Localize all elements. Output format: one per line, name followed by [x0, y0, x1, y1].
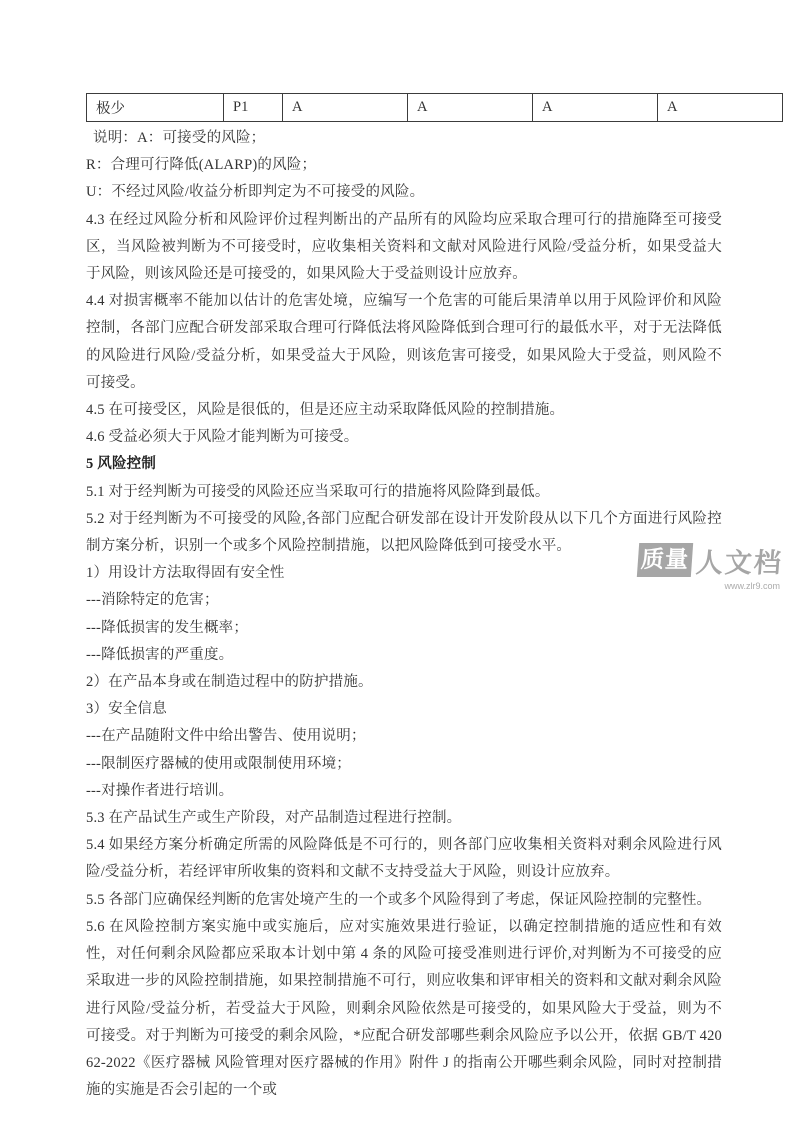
paragraph: 3）安全信息 [86, 701, 167, 718]
paragraph: ---降低损害的严重度。 [86, 646, 234, 663]
table-cell: A [283, 94, 408, 122]
paragraph: ---对操作者进行培训。 [86, 782, 234, 799]
document-content [86, 93, 722, 1104]
paragraph: 5.4 如果经方案分析确定所需的风险降低是不可行的，则各部门应收集相关资料对剩余风险进行风险/受益分析，若经评审所收集的资料和文献不支持受益大于风险，则设计应放弃。 [86, 837, 722, 881]
paragraph: ---降低损害的发生概率； [86, 619, 249, 636]
paragraph: ---限制医疗器械的使用或限制使用环境； [86, 755, 351, 772]
watermark-logo-box: 质量 [637, 543, 693, 577]
paragraph: ---消除特定的危害； [86, 592, 219, 609]
paragraph: 4.6 受益必须大于风险才能判断为可接受。 [86, 429, 359, 446]
risk-table [86, 93, 783, 122]
watermark-logo-text: 人文档 [694, 548, 784, 578]
paragraph: 5.3 在产品试生产或生产阶段，对产品制造过程进行控制。 [86, 810, 462, 827]
paragraph: U：不经过风险/收益分析即判定为不可接受的风险。 [86, 184, 425, 201]
paragraph: 4.4 对损害概率不能加以估计的危害处境，应编写一个危害的可能后果清单以用于风险评价和风险控制，各部门应配合研发部采取合理可行降低法将风险降低到合理可行的最低水平，对于无法降低的风险进行风险/受益分析，如果受益大于风险，则该危害可接受，如果风险大于受益，则风险不可接受。 [86, 293, 722, 391]
section-heading: 5 风险控制 [86, 456, 157, 473]
risk-table-row [87, 94, 783, 122]
watermark [638, 541, 788, 591]
paragraph: 1）用设计方法取得固有安全性 [86, 565, 285, 582]
paragraph: 5.1 对于经判断为可接受的风险还应当采取可行的措施将风险降到最低。 [86, 483, 550, 500]
watermark-url: www.zlr9.com [724, 581, 780, 591]
document-paragraphs [86, 125, 722, 1104]
paragraph: 4.3 在经过风险分析和风险评价过程判断出的产品所有的风险均应采取合理可行的措施降至可接受区，当风险被判断为不可接受时，应收集相关资料和文献对风险进行风险/受益分析，如果受益大于风险，则该风险还是可接受的，如果风险大于受益则设计应放弃。 [86, 211, 722, 283]
table-cell: A [533, 94, 658, 122]
watermark-logo [638, 541, 788, 580]
paragraph: 5.6 在风险控制方案实施中或实施后，应对实施效果进行验证，以确定控制措施的适应性和有效性，对任何剩余风险都应采取本计划中第 4 条的风险可接受准则进行评价,对判断为不可接受的应采取进一步的风险控制措施，如果控制措施不可行，则应收集和评审相关的资料和文献对剩余风险进行风险/受益分析，若受益大于风险，则剩余风险依然是可接受的，如果风险大于受益，则为不可接受。对于判断为可接受的剩余风险，*应配合研发部哪些剩余风险应予以公开，依据 GB/T 42062-2022《医疗器械 风险管理对医疗器械的作用》附件 J 的指南公开哪些剩余风险，同时对控制措施的实施是否会引起的一个或 [86, 918, 722, 1099]
table-cell: 极少 [87, 94, 224, 122]
paragraph: 说明：A：可接受的风险； [93, 130, 266, 146]
paragraph: R：合理可行降低(ALARP)的风险； [86, 157, 317, 174]
table-cell: P1 [224, 94, 283, 122]
paragraph: 2）在产品本身或在制造过程中的防护措施。 [86, 674, 373, 691]
paragraph: 5.5 各部门应确保经判断的危害处境产生的一个或多个风险得到了考虑，保证风险控制的完整性。 [86, 891, 712, 908]
table-cell: A [408, 94, 533, 122]
table-cell: A [658, 94, 783, 122]
paragraph: 5.2 对于经判断为不可接受的风险,各部门应配合研发部在设计开发阶段从以下几个方面进行风险控制方案分析，识别一个或多个风险控制措施，以把风险降低到可接受水平。 [86, 510, 722, 555]
paragraph: 4.5 在可接受区，风险是很低的，但是还应主动采取降低风险的控制措施。 [86, 402, 565, 419]
paragraph: ---在产品随附文件中给出警告、使用说明； [86, 728, 366, 745]
